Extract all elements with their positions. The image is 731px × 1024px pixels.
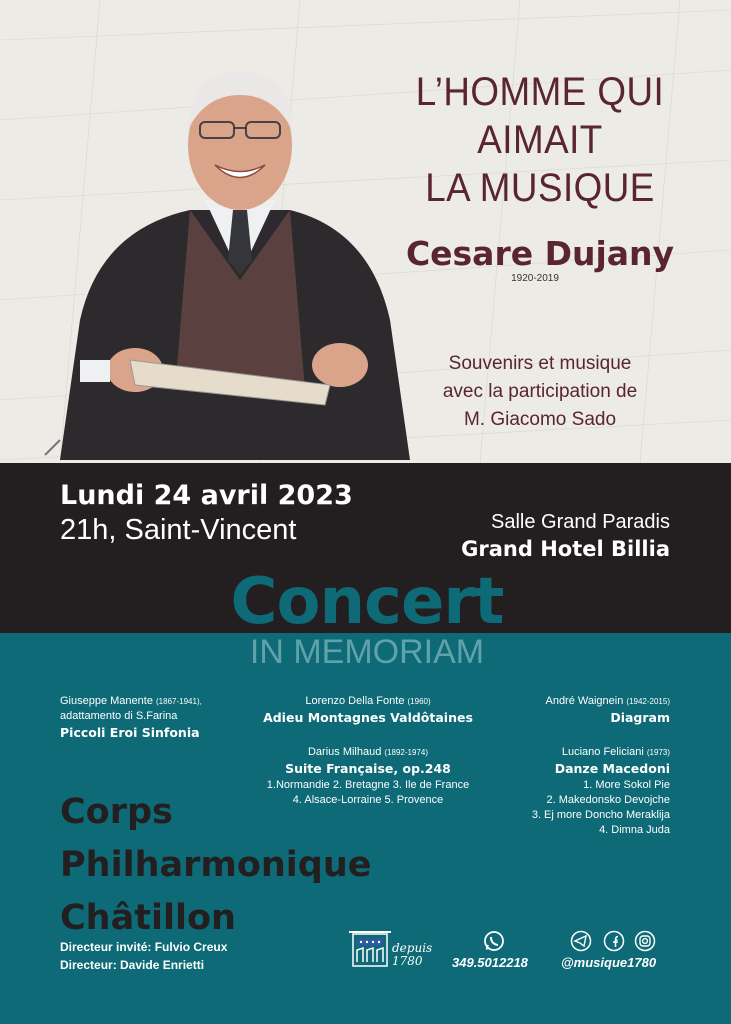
- depuis-label: depuis: [392, 941, 433, 955]
- portrait-illustration: [40, 60, 420, 460]
- composer-della-fonte: [253, 695, 483, 707]
- concert-heading: Concert: [230, 565, 504, 639]
- telegram-icon[interactable]: [570, 930, 592, 952]
- event-date: Lundi 24 avril 2023: [60, 480, 353, 511]
- composer-name: Lorenzo Della Fonte: [305, 695, 405, 707]
- ensemble-line-1: Corps: [60, 792, 173, 832]
- work-adieu-montagnes: Adieu Montagnes Valdôtaines: [263, 710, 473, 725]
- composer-name: Darius Milhaud: [307, 746, 382, 758]
- movement-line: 3. Ej more Doncho Meraklija: [531, 809, 670, 821]
- composer-years: (1942-2015): [626, 697, 670, 706]
- movement-line: 4. Dimna Juda: [599, 824, 670, 836]
- movements-danze: [490, 778, 670, 838]
- arranger-text: adattamento di S.Farina: [60, 710, 178, 722]
- director: Directeur: Davide Enrietti: [60, 958, 205, 972]
- composer-feliciani: [500, 746, 670, 758]
- movement-line: 1.Normandie 2. Bretagne 3. Ile de France: [266, 779, 470, 791]
- title-line-3: LA MUSIQUE: [425, 166, 655, 210]
- work-suite-francaise: Suite Française, op.248: [285, 761, 451, 776]
- work-piccoli-eroi: Piccoli Eroi Sinfonia: [60, 725, 200, 740]
- title-line-1: L’HOMME QUI: [415, 70, 665, 114]
- composer-years: (1867-1941),: [156, 697, 202, 706]
- composer-name: André Waignein: [545, 695, 624, 707]
- whatsapp-icon[interactable]: [483, 930, 505, 952]
- logo-icon: [345, 928, 395, 970]
- work-danze-macedoni: Danze Macedoni: [554, 761, 670, 776]
- depuis-year: 1780: [392, 954, 423, 968]
- composer-manente: [60, 695, 202, 707]
- event-title: [384, 68, 697, 212]
- guest-director: Directeur invité: Fulvio Creux: [60, 940, 228, 954]
- title-line-2: AIMAIT: [477, 118, 603, 162]
- souvenirs-text: [410, 350, 670, 434]
- souvenirs-line-2: avec la participation de: [442, 381, 638, 402]
- movement-line: 2. Makedonsko Devojche: [546, 794, 670, 806]
- composer-years: (1960): [407, 697, 431, 706]
- composer-waignein: [500, 695, 670, 707]
- instagram-icon[interactable]: [634, 930, 656, 952]
- honoree-name: Cesare Dujany: [405, 234, 675, 273]
- ensemble-line-2: Philharmonique: [60, 845, 372, 885]
- header-section: [0, 0, 731, 463]
- phone-number[interactable]: 349.5012218: [452, 955, 528, 970]
- composer-name: Luciano Feliciani: [561, 746, 644, 758]
- souvenirs-line-1: Souvenirs et musique: [448, 353, 632, 374]
- souvenirs-line-3: M. Giacomo Sado: [463, 409, 617, 430]
- movement-line: 1. More Sokol Pie: [583, 779, 670, 791]
- ensemble-name: [60, 786, 372, 945]
- event-time-place: 21h, Saint-Vincent: [60, 514, 297, 546]
- work-diagram: Diagram: [610, 710, 670, 725]
- ensemble-line-3: Châtillon: [60, 898, 236, 938]
- memoriam-subheading: IN MEMORIAM: [249, 633, 485, 671]
- composer-years: (1973): [646, 748, 670, 757]
- facebook-icon[interactable]: [603, 930, 625, 952]
- social-handle[interactable]: @musique1780: [561, 955, 657, 970]
- honoree-years: 1920-2019: [511, 273, 559, 284]
- venue-room: Salle Grand Paradis: [491, 511, 670, 533]
- composer-name: Giuseppe Manente: [60, 695, 153, 707]
- venue-hotel: Grand Hotel Billia: [461, 537, 670, 561]
- composer-milhaud: [253, 746, 483, 758]
- composer-years: (1892-1974): [384, 748, 429, 757]
- depuis-text: [392, 942, 432, 968]
- movement-line: 4. Alsace-Lorraine 5. Provence: [292, 794, 444, 806]
